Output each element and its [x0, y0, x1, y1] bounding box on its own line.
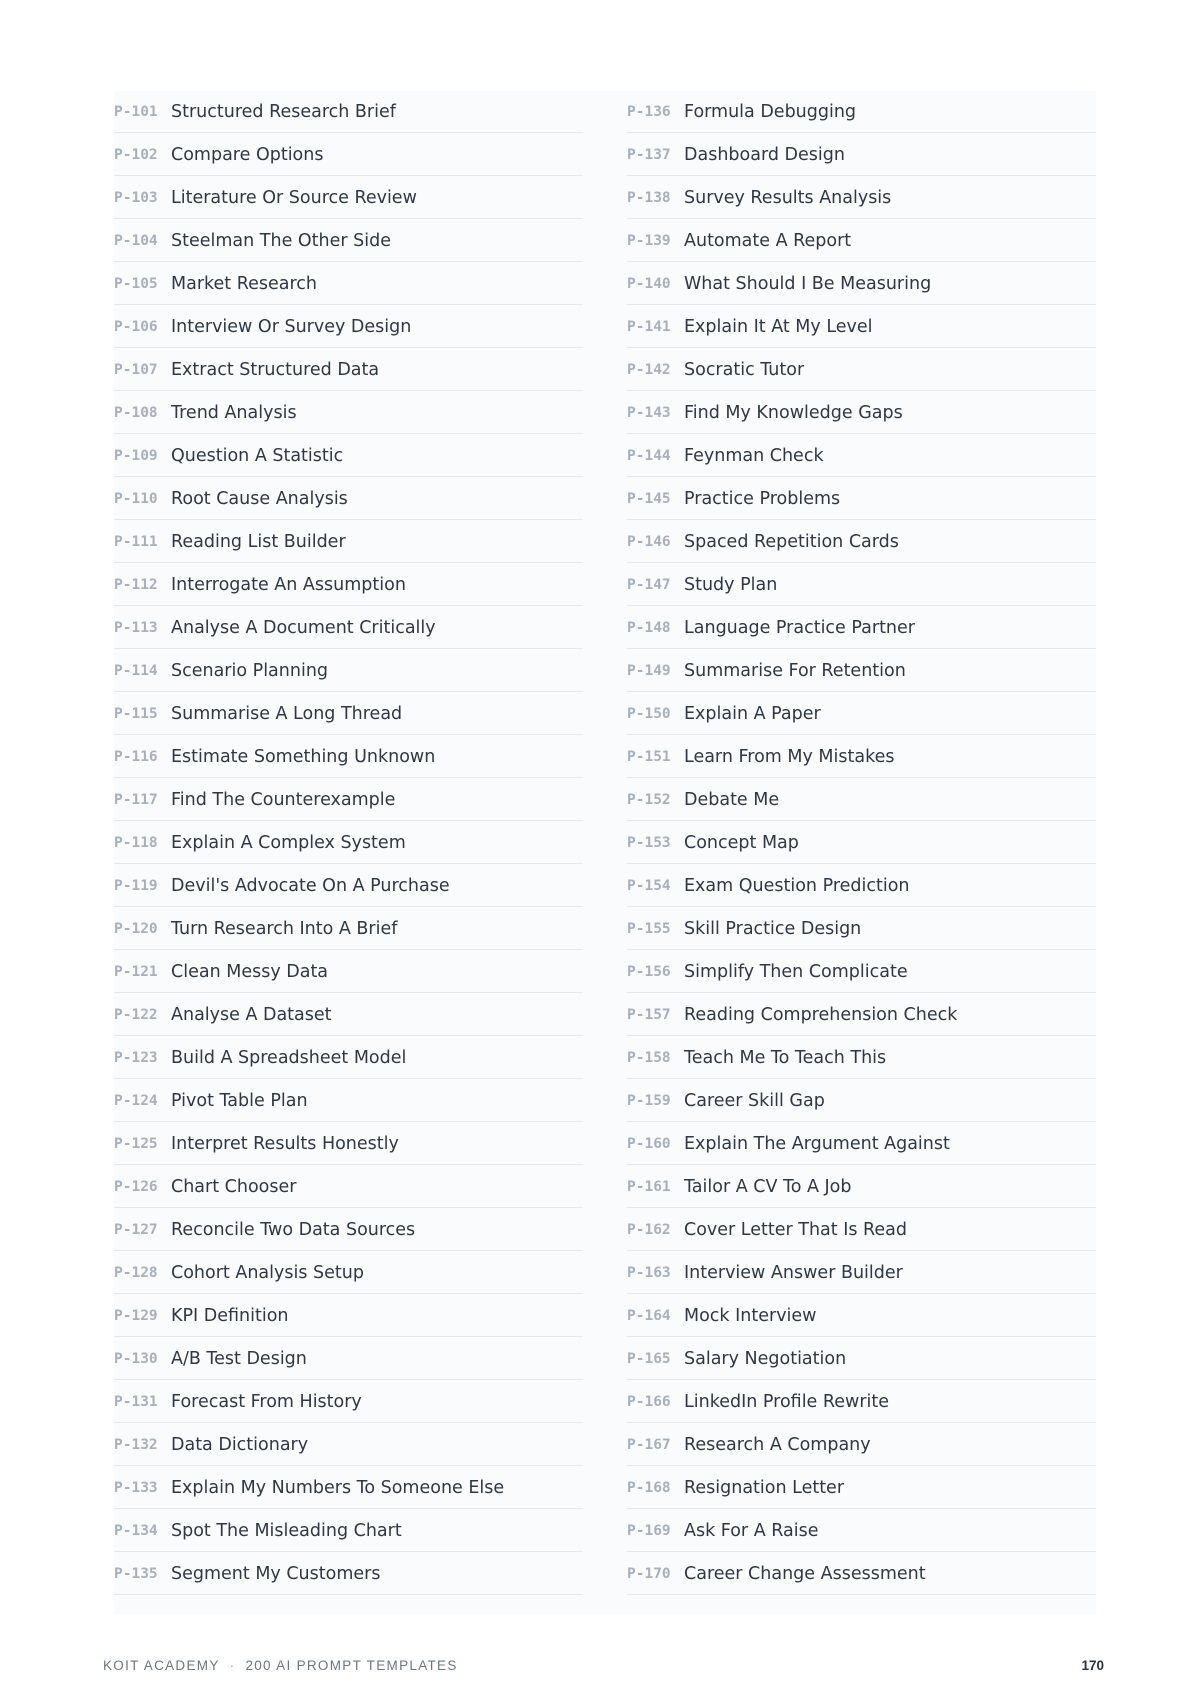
list-item: [627, 435, 1096, 477]
prompt-title: Find The Counterexample: [171, 789, 396, 810]
prompt-title: Interview Or Survey Design: [171, 316, 412, 337]
prompt-code: P-168: [627, 1479, 671, 1496]
prompt-title: Analyse A Document Critically: [171, 617, 436, 638]
prompt-title: Concept Map: [684, 832, 799, 853]
list-item: [114, 1295, 583, 1337]
prompt-title: Salary Negotiation: [684, 1348, 847, 1369]
prompt-code: P-136: [627, 103, 671, 120]
prompt-code: P-169: [627, 1522, 671, 1539]
prompt-code: P-143: [627, 404, 671, 421]
prompt-code: P-131: [114, 1393, 158, 1410]
prompt-title: Find My Knowledge Gaps: [684, 402, 903, 423]
prompt-code: P-112: [114, 576, 158, 593]
prompt-title: Feynman Check: [684, 445, 824, 466]
prompt-title: Trend Analysis: [171, 402, 297, 423]
prompt-code: P-120: [114, 920, 158, 937]
list-item: [627, 306, 1096, 348]
prompt-code: P-119: [114, 877, 158, 894]
list-item: [627, 1252, 1096, 1294]
prompt-code: P-142: [627, 361, 671, 378]
prompt-title: Exam Question Prediction: [684, 875, 910, 896]
prompt-code: P-127: [114, 1221, 158, 1238]
prompt-title: Spaced Repetition Cards: [684, 531, 899, 552]
prompt-code: P-135: [114, 1565, 158, 1582]
prompt-code: P-148: [627, 619, 671, 636]
prompt-code: P-141: [627, 318, 671, 335]
prompt-code: P-101: [114, 103, 158, 120]
list-item: [114, 908, 583, 950]
prompt-code: P-132: [114, 1436, 158, 1453]
list-item: [627, 134, 1096, 176]
prompt-title: Automate A Report: [684, 230, 852, 251]
prompt-title: Mock Interview: [684, 1305, 817, 1326]
prompt-title: Literature Or Source Review: [171, 187, 417, 208]
prompt-title: Dashboard Design: [684, 144, 845, 165]
list-item: [627, 1338, 1096, 1380]
prompt-code: P-162: [627, 1221, 671, 1238]
list-item: [627, 994, 1096, 1036]
prompt-title: Compare Options: [171, 144, 324, 165]
prompt-code: P-155: [627, 920, 671, 937]
prompt-code: P-167: [627, 1436, 671, 1453]
list-item: [627, 91, 1096, 133]
prompt-code: P-106: [114, 318, 158, 335]
prompt-title: Debate Me: [684, 789, 780, 810]
prompt-code: P-156: [627, 963, 671, 980]
list-item: [627, 1510, 1096, 1552]
prompt-code: P-153: [627, 834, 671, 851]
prompt-title: Socratic Tutor: [684, 359, 805, 380]
list-item: [114, 1510, 583, 1552]
list-item: [114, 693, 583, 735]
prompt-code: P-113: [114, 619, 158, 636]
prompt-title: Language Practice Partner: [684, 617, 915, 638]
prompt-code: P-145: [627, 490, 671, 507]
prompt-title: LinkedIn Profile Rewrite: [684, 1391, 890, 1412]
prompt-title: Analyse A Dataset: [171, 1004, 332, 1025]
list-item: [627, 1209, 1096, 1251]
prompt-title: Career Skill Gap: [684, 1090, 825, 1111]
prompt-title: Simplify Then Complicate: [684, 961, 908, 982]
prompt-code: P-123: [114, 1049, 158, 1066]
list-item: [627, 736, 1096, 778]
prompt-code: P-150: [627, 705, 671, 722]
prompt-code: P-128: [114, 1264, 158, 1281]
prompt-code: P-165: [627, 1350, 671, 1367]
list-item: [114, 1338, 583, 1380]
prompt-title: Spot The Misleading Chart: [171, 1520, 402, 1541]
list-item: [114, 779, 583, 821]
list-item: [114, 1037, 583, 1079]
list-item: [114, 134, 583, 176]
list-item: [627, 865, 1096, 907]
prompt-title: Devil's Advocate On A Purchase: [171, 875, 450, 896]
prompt-code: P-152: [627, 791, 671, 808]
prompt-title: Explain The Argument Against: [684, 1133, 950, 1154]
prompt-title: KPI Definition: [171, 1305, 289, 1326]
list-item: [114, 478, 583, 520]
list-item: [114, 1252, 583, 1294]
list-item: [114, 736, 583, 778]
prompt-code: P-154: [627, 877, 671, 894]
list-item: [114, 994, 583, 1036]
list-item: [114, 1553, 583, 1595]
list-item: [114, 607, 583, 649]
prompt-title: Teach Me To Teach This: [684, 1047, 887, 1068]
prompt-code: P-121: [114, 963, 158, 980]
prompt-code: P-158: [627, 1049, 671, 1066]
list-item: [114, 1123, 583, 1165]
list-item: [114, 1424, 583, 1466]
prompt-code: P-109: [114, 447, 158, 464]
prompt-code: P-114: [114, 662, 158, 679]
prompt-code: P-160: [627, 1135, 671, 1152]
list-item: [627, 564, 1096, 606]
prompt-code: P-133: [114, 1479, 158, 1496]
list-item: [627, 693, 1096, 735]
prompt-code: P-103: [114, 189, 158, 206]
list-item: [627, 1553, 1096, 1595]
prompt-code: P-104: [114, 232, 158, 249]
footer-brand: [103, 1658, 458, 1673]
left-column: [114, 91, 583, 1596]
prompt-code: P-102: [114, 146, 158, 163]
prompt-code: P-139: [627, 232, 671, 249]
list-item: [627, 1381, 1096, 1423]
prompt-title: Interpret Results Honestly: [171, 1133, 399, 1154]
prompt-code: P-157: [627, 1006, 671, 1023]
prompt-title: Formula Debugging: [684, 101, 857, 122]
prompt-code: P-166: [627, 1393, 671, 1410]
prompt-title: Ask For A Raise: [684, 1520, 819, 1541]
list-item: [627, 908, 1096, 950]
list-item: [114, 1467, 583, 1509]
prompt-title: Resignation Letter: [684, 1477, 845, 1498]
prompt-title: Root Cause Analysis: [171, 488, 348, 509]
prompt-code: P-138: [627, 189, 671, 206]
list-item: [627, 392, 1096, 434]
prompt-code: P-164: [627, 1307, 671, 1324]
prompt-code: P-161: [627, 1178, 671, 1195]
list-item: [627, 1123, 1096, 1165]
list-item: [114, 1080, 583, 1122]
right-column: [627, 91, 1096, 1596]
prompt-title: Extract Structured Data: [171, 359, 380, 380]
prompt-code: P-147: [627, 576, 671, 593]
prompt-title: Build A Spreadsheet Model: [171, 1047, 407, 1068]
prompt-code: P-124: [114, 1092, 158, 1109]
list-item: [627, 263, 1096, 305]
prompt-code: P-159: [627, 1092, 671, 1109]
prompt-title: Explain A Paper: [684, 703, 821, 724]
prompt-title: Cover Letter That Is Read: [684, 1219, 908, 1240]
prompt-title: Reading Comprehension Check: [684, 1004, 958, 1025]
prompt-code: P-125: [114, 1135, 158, 1152]
list-item: [114, 521, 583, 563]
prompt-code: P-126: [114, 1178, 158, 1195]
prompt-title: Survey Results Analysis: [684, 187, 892, 208]
list-item: [114, 91, 583, 133]
prompt-title: Explain My Numbers To Someone Else: [171, 1477, 505, 1498]
prompt-title: Learn From My Mistakes: [684, 746, 895, 767]
list-item: [114, 349, 583, 391]
list-item: [627, 607, 1096, 649]
prompt-title: Chart Chooser: [171, 1176, 297, 1197]
prompt-code: P-137: [627, 146, 671, 163]
prompt-code: P-111: [114, 533, 158, 550]
list-item: [627, 822, 1096, 864]
prompt-title: Reconcile Two Data Sources: [171, 1219, 416, 1240]
list-item: [627, 650, 1096, 692]
prompt-code: P-122: [114, 1006, 158, 1023]
prompt-title: Practice Problems: [684, 488, 841, 509]
prompt-code: P-151: [627, 748, 671, 765]
prompt-title: Pivot Table Plan: [171, 1090, 308, 1111]
prompt-title: Turn Research Into A Brief: [171, 918, 398, 939]
list-item: [627, 1037, 1096, 1079]
list-item: [114, 392, 583, 434]
prompt-code: P-107: [114, 361, 158, 378]
list-item: [627, 478, 1096, 520]
list-item: [114, 865, 583, 907]
list-item: [114, 1166, 583, 1208]
list-item: [627, 951, 1096, 993]
prompt-title: Scenario Planning: [171, 660, 329, 681]
list-item: [114, 564, 583, 606]
list-item: [114, 220, 583, 262]
list-item: [114, 435, 583, 477]
footer-separator: ·: [229, 1658, 236, 1673]
prompt-title: A/B Test Design: [171, 1348, 307, 1369]
list-item: [627, 1166, 1096, 1208]
prompt-title: Clean Messy Data: [171, 961, 329, 982]
list-item: [114, 951, 583, 993]
prompt-title: Forecast From History: [171, 1391, 362, 1412]
prompt-code: P-140: [627, 275, 671, 292]
prompt-code: P-105: [114, 275, 158, 292]
list-item: [627, 1467, 1096, 1509]
prompt-code: P-144: [627, 447, 671, 464]
prompt-title: Steelman The Other Side: [171, 230, 391, 251]
prompt-title: Interrogate An Assumption: [171, 574, 406, 595]
prompt-title: Estimate Something Unknown: [171, 746, 436, 767]
prompt-code: P-170: [627, 1565, 671, 1582]
prompt-code: P-134: [114, 1522, 158, 1539]
list-item: [114, 1209, 583, 1251]
list-item: [114, 650, 583, 692]
footer-brand-name: KOIT ACADEMY: [103, 1658, 220, 1673]
list-item: [114, 822, 583, 864]
prompt-title: Tailor A CV To A Job: [684, 1176, 852, 1197]
prompt-title: Summarise For Retention: [684, 660, 906, 681]
prompt-title: Summarise A Long Thread: [171, 703, 403, 724]
prompt-code: P-116: [114, 748, 158, 765]
footer-book-title: 200 AI PROMPT TEMPLATES: [245, 1658, 458, 1673]
prompt-code: P-108: [114, 404, 158, 421]
list-item: [114, 1381, 583, 1423]
prompt-title: Explain It At My Level: [684, 316, 873, 337]
prompt-code: P-115: [114, 705, 158, 722]
list-item: [627, 1424, 1096, 1466]
prompt-code: P-110: [114, 490, 158, 507]
list-item: [627, 220, 1096, 262]
list-item: [627, 1080, 1096, 1122]
prompt-code: P-129: [114, 1307, 158, 1324]
prompt-title: Reading List Builder: [171, 531, 346, 552]
list-item: [114, 306, 583, 348]
page-number: 170: [1081, 1658, 1104, 1673]
prompt-title: Study Plan: [684, 574, 778, 595]
prompt-title: What Should I Be Measuring: [684, 273, 932, 294]
prompt-code: P-163: [627, 1264, 671, 1281]
prompt-title: Question A Statistic: [171, 445, 344, 466]
prompt-title: Career Change Assessment: [684, 1563, 926, 1584]
list-item: [114, 263, 583, 305]
prompt-code: P-117: [114, 791, 158, 808]
prompt-code: P-146: [627, 533, 671, 550]
list-item: [114, 177, 583, 219]
prompt-code: P-149: [627, 662, 671, 679]
prompt-index-panel: [114, 91, 1096, 1614]
prompt-title: Segment My Customers: [171, 1563, 381, 1584]
prompt-title: Data Dictionary: [171, 1434, 309, 1455]
prompt-title: Research A Company: [684, 1434, 871, 1455]
prompt-code: P-130: [114, 1350, 158, 1367]
list-item: [627, 177, 1096, 219]
list-item: [627, 521, 1096, 563]
prompt-title: Cohort Analysis Setup: [171, 1262, 364, 1283]
prompt-title: Interview Answer Builder: [684, 1262, 903, 1283]
list-item: [627, 779, 1096, 821]
prompt-title: Skill Practice Design: [684, 918, 862, 939]
prompt-title: Market Research: [171, 273, 317, 294]
prompt-title: Structured Research Brief: [171, 101, 396, 122]
prompt-title: Explain A Complex System: [171, 832, 406, 853]
prompt-code: P-118: [114, 834, 158, 851]
list-item: [627, 1295, 1096, 1337]
list-item: [627, 349, 1096, 391]
